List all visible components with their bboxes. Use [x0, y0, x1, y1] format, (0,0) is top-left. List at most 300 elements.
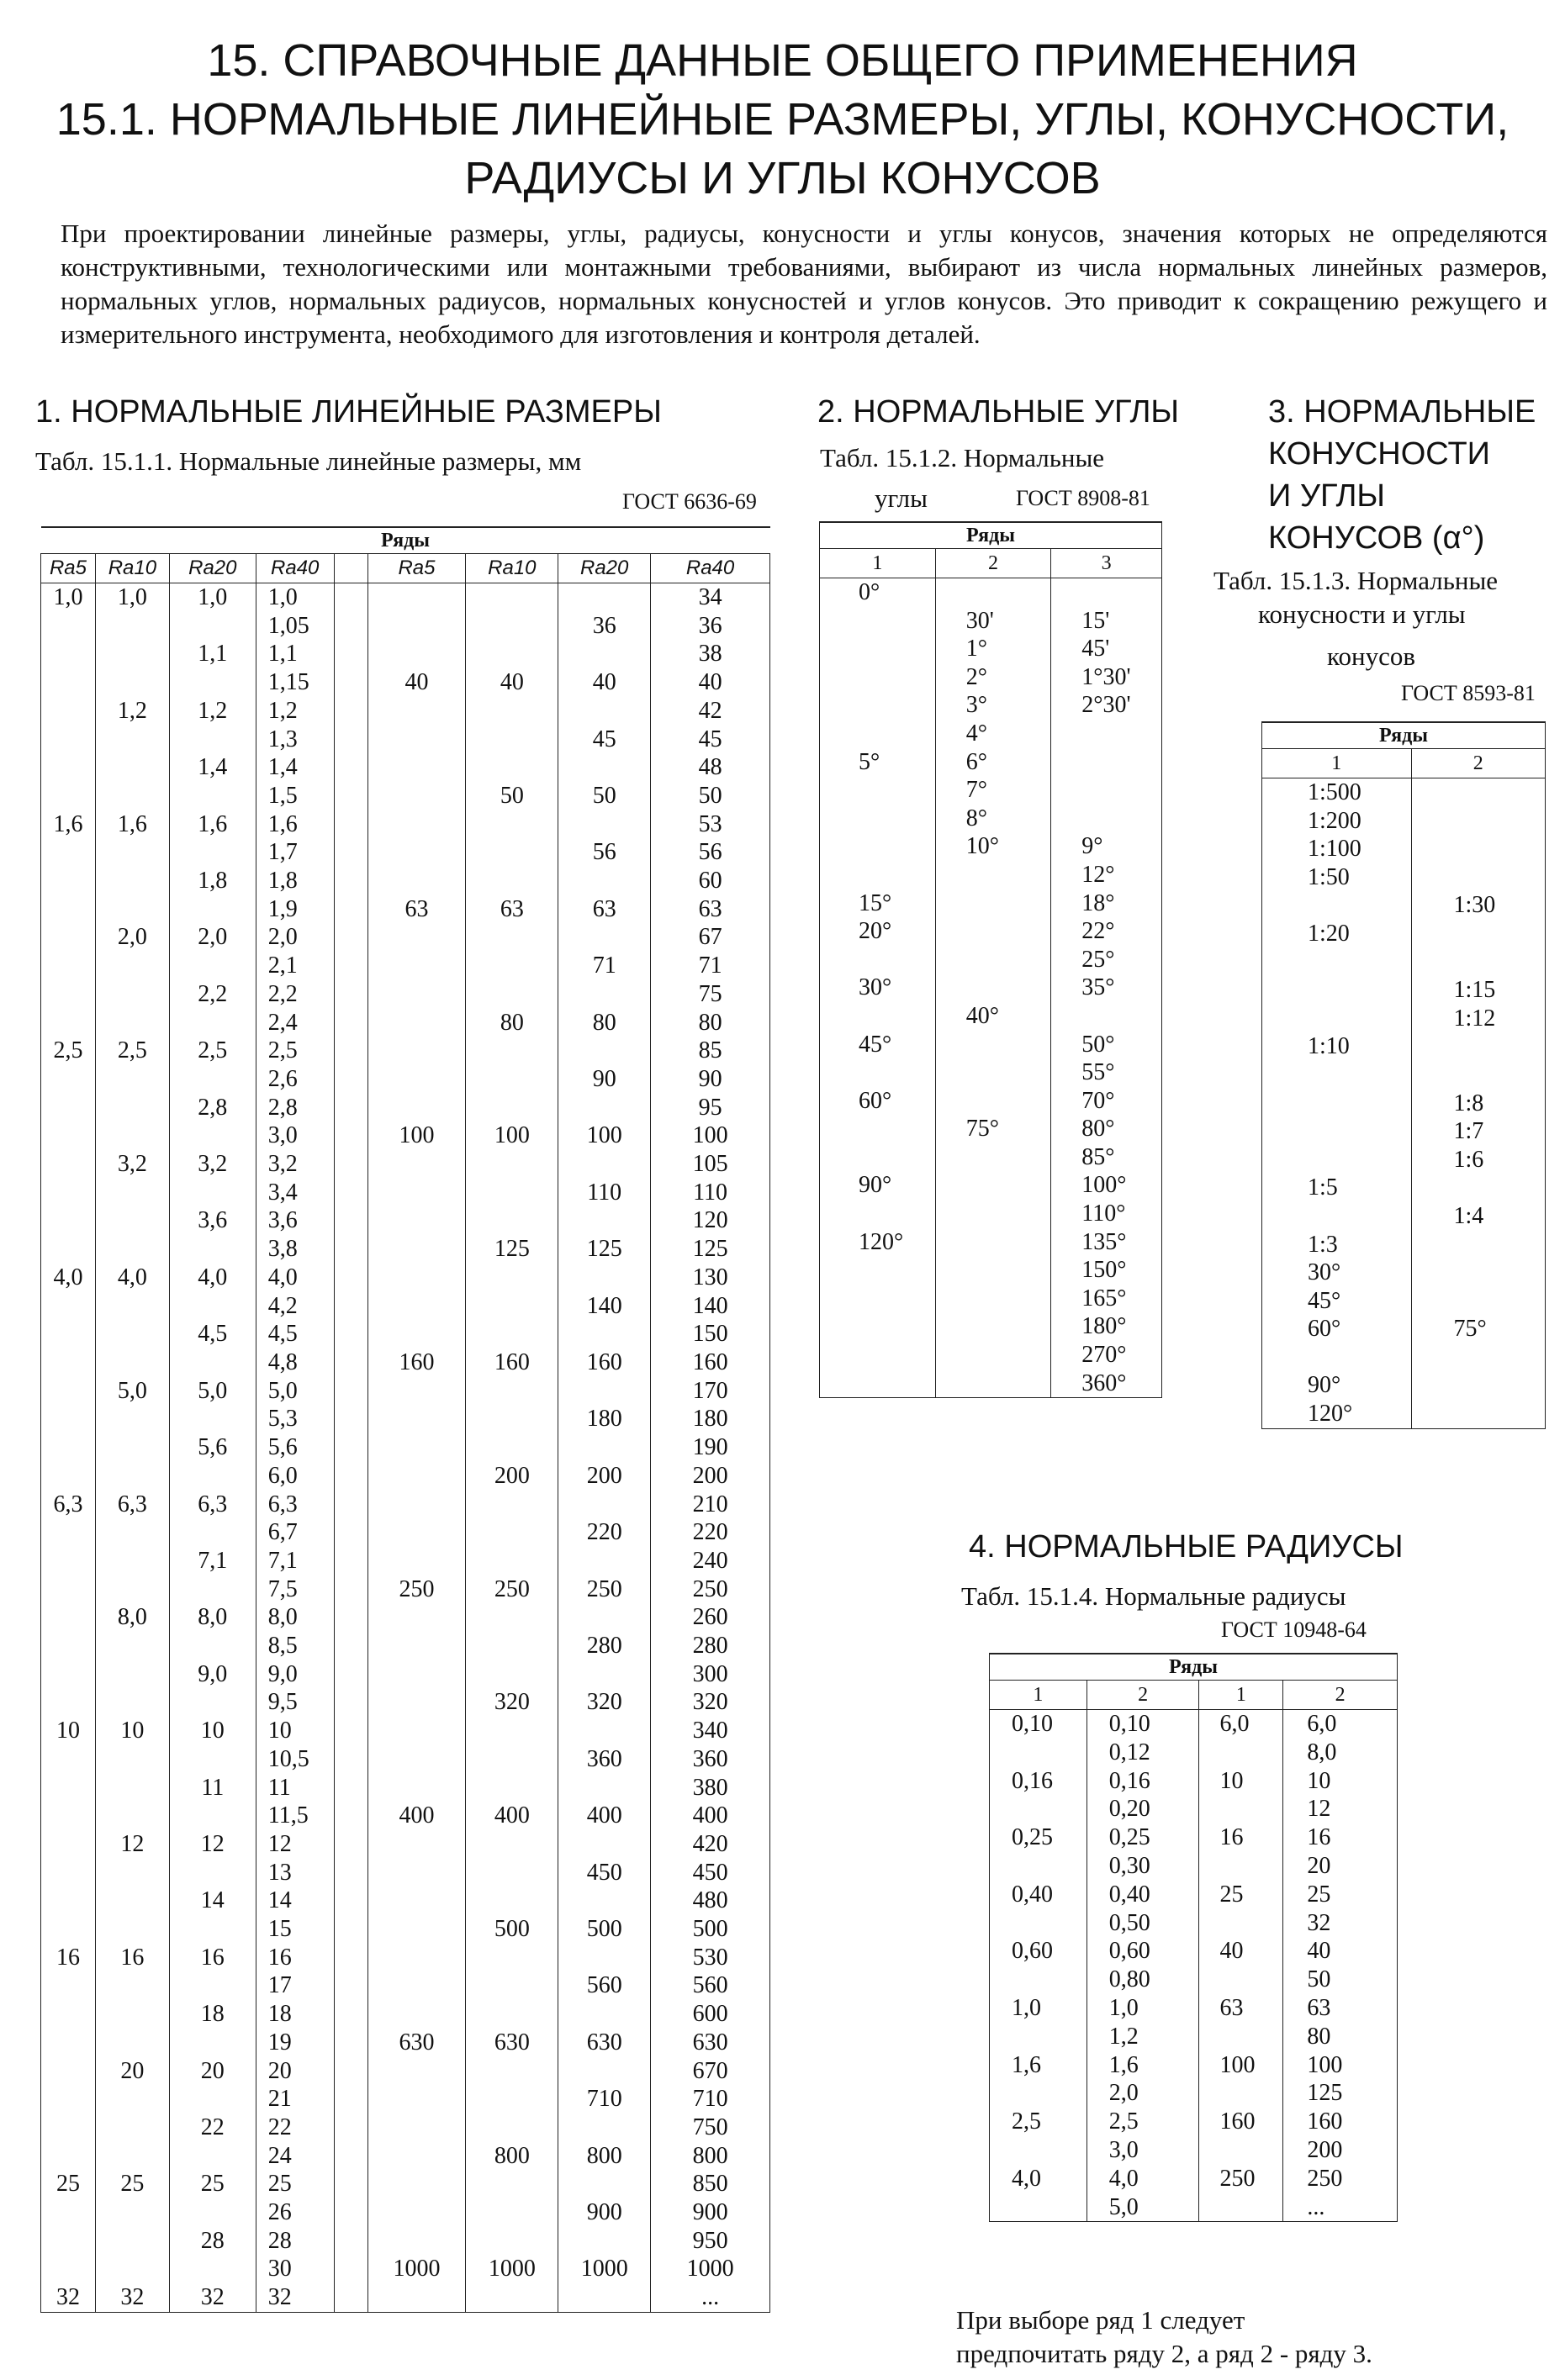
table-cell	[367, 2227, 466, 2256]
table-row	[1262, 1061, 1546, 1090]
table-row	[1262, 835, 1546, 863]
table-cell	[367, 923, 466, 952]
table-row	[820, 917, 1162, 946]
table-cell: 4,0	[41, 1264, 96, 1292]
table-cell	[558, 697, 651, 726]
table-row	[990, 1909, 1398, 1938]
table-cell: 6,0	[1283, 1710, 1398, 1739]
table-cell: 630	[367, 2029, 466, 2057]
table-cell: 5,6	[169, 1433, 256, 1462]
table-cell: 140	[651, 1292, 770, 1321]
table-cell	[95, 1745, 169, 1774]
table-row	[41, 1491, 770, 1519]
table-cell	[558, 1491, 651, 1519]
table-cell	[990, 1739, 1087, 1767]
table-cell	[367, 1235, 466, 1264]
table-cell	[169, 1859, 256, 1887]
table-cell: 400	[651, 1802, 770, 1830]
table-cell: 1:5	[1262, 1174, 1412, 1202]
table-cell: 0,30	[1087, 1852, 1199, 1881]
table-cell	[41, 2085, 96, 2114]
table-cell: 40°	[935, 1002, 1051, 1031]
table-row	[820, 776, 1162, 805]
table-cell	[367, 1150, 466, 1179]
table-cell	[1199, 2193, 1283, 2222]
table-cell: 2,5	[1087, 2108, 1199, 2136]
table-cell	[41, 2057, 96, 2086]
column-header: 3	[1051, 549, 1162, 578]
table-row	[820, 720, 1162, 748]
table-row	[41, 1518, 770, 1547]
table-cell	[95, 1859, 169, 1887]
gap-cell	[334, 2000, 367, 2029]
table-cell: 630	[466, 2029, 558, 2057]
table-cell	[95, 2000, 169, 2029]
gap-cell	[334, 1859, 367, 1887]
table-cell	[169, 2085, 256, 2114]
table-cell: 4,5	[169, 1320, 256, 1348]
table-cell: 53	[651, 810, 770, 839]
table-cell: 1,2	[95, 697, 169, 726]
table-cell	[1262, 948, 1412, 977]
table-cell	[935, 889, 1051, 918]
table-cell	[41, 1774, 96, 1802]
table-cell	[169, 2198, 256, 2227]
table-cell: 0,16	[1087, 1767, 1199, 1796]
gap-cell	[334, 810, 367, 839]
table-cell	[820, 1058, 936, 1087]
radii-table	[989, 1653, 1398, 2222]
table-cell	[41, 1603, 96, 1632]
sec4-gost: ГОСТ 10948-64	[1221, 1617, 1367, 1642]
table-cell: 40	[1199, 1937, 1283, 1966]
table-row	[41, 1377, 770, 1406]
table-cell: 3,2	[95, 1150, 169, 1179]
table-cell	[558, 1603, 651, 1632]
table-cell	[367, 612, 466, 641]
table-cell	[95, 1971, 169, 2000]
table-cell	[558, 1206, 651, 1235]
table-cell: 32	[256, 2283, 334, 2312]
table-cell: 1,6	[990, 2051, 1087, 2080]
column-header: 1	[990, 1681, 1087, 1710]
table-cell: 1,3	[256, 726, 334, 754]
table-cell: 110	[558, 1179, 651, 1207]
gap-cell	[334, 1094, 367, 1122]
table-row	[990, 2193, 1398, 2222]
table-cell: 15	[256, 1915, 334, 1944]
table-cell	[41, 1206, 96, 1235]
table-cell: 25	[256, 2170, 334, 2198]
table-row	[41, 1150, 770, 1179]
table-cell: 4°	[935, 720, 1051, 748]
table-cell: 160	[367, 1348, 466, 1377]
table-cell	[558, 640, 651, 668]
table-cell: 10	[41, 1717, 96, 1745]
table-cell: 220	[558, 1518, 651, 1547]
table-cell: 11,5	[256, 1802, 334, 1830]
table-cell: 280	[558, 1632, 651, 1660]
gap-cell	[334, 1433, 367, 1462]
sec1-caption: Табл. 15.1.1. Нормальные линейные размеры, мм	[35, 446, 582, 476]
table-row	[1262, 948, 1546, 977]
table-cell: 1,0	[990, 1994, 1087, 2023]
table-cell: 80°	[1051, 1115, 1162, 1143]
table-cell: 0,80	[1087, 1966, 1199, 1994]
gap-cell	[334, 980, 367, 1009]
table-cell: 16	[95, 1944, 169, 1972]
table-cell: 1:3	[1262, 1231, 1412, 1259]
table-cell	[95, 980, 169, 1009]
table-cell	[41, 2142, 96, 2171]
table-cell: 250	[1283, 2165, 1398, 2193]
table-cell	[95, 1065, 169, 1094]
table-cell	[367, 1745, 466, 1774]
table-cell	[1411, 1371, 1546, 1400]
table-cell: 180°	[1051, 1312, 1162, 1341]
table-cell	[367, 1547, 466, 1575]
table-cell	[169, 1292, 256, 1321]
table-cell	[95, 2114, 169, 2142]
table-cell: 0,25	[990, 1823, 1087, 1852]
table-row	[820, 607, 1162, 636]
table-cell	[466, 867, 558, 895]
table-cell	[367, 1094, 466, 1122]
table-cell: 7,1	[256, 1547, 334, 1575]
table-cell: 1,6	[169, 810, 256, 839]
table-row	[41, 810, 770, 839]
table-cell	[95, 1433, 169, 1462]
table-row	[820, 1200, 1162, 1228]
gap-cell	[334, 1179, 367, 1207]
table-row	[820, 1058, 1162, 1087]
table-row	[820, 1115, 1162, 1143]
table-row	[990, 1966, 1398, 1994]
table-row	[1262, 1005, 1546, 1033]
table-cell	[41, 2000, 96, 2029]
table-cell: 800	[651, 2142, 770, 2171]
table-cell	[990, 2193, 1087, 2222]
table-cell	[367, 838, 466, 867]
column-header: 2	[935, 549, 1051, 578]
table-row	[41, 1179, 770, 1207]
table-cell	[820, 607, 936, 636]
table-row	[41, 1944, 770, 1972]
table-cell: 4,5	[256, 1320, 334, 1348]
gap-cell	[334, 1887, 367, 1915]
table-cell	[95, 1660, 169, 1689]
table-cell: 125	[466, 1235, 558, 1264]
table-cell	[95, 1121, 169, 1150]
table-cell: 8,0	[169, 1603, 256, 1632]
table-cell	[367, 2283, 466, 2312]
table-cell: 950	[651, 2227, 770, 2256]
table-cell: 6,3	[256, 1491, 334, 1519]
table-cell: 750	[651, 2114, 770, 2142]
table-cell: 20°	[820, 917, 936, 946]
table-cell	[466, 1433, 558, 1462]
table-cell: 165°	[1051, 1285, 1162, 1313]
table-cell	[990, 1852, 1087, 1881]
table-cell	[367, 1206, 466, 1235]
table-cell	[1411, 863, 1546, 892]
gap-cell	[334, 952, 367, 980]
table-cell: 5,3	[256, 1405, 334, 1433]
table-cell	[820, 832, 936, 861]
table-cell	[466, 640, 558, 668]
table-cell: 28	[169, 2227, 256, 2256]
table-row	[990, 2136, 1398, 2165]
table-row	[41, 640, 770, 668]
table-cell	[95, 867, 169, 895]
table-cell: 160	[651, 1348, 770, 1377]
table-cell: 1,9	[256, 895, 334, 924]
table-cell	[41, 1971, 96, 2000]
table-cell: 60°	[820, 1087, 936, 1116]
table-cell	[367, 1887, 466, 1915]
table-cell	[1411, 1231, 1546, 1259]
table-row	[820, 1285, 1162, 1313]
gap-cell	[334, 1264, 367, 1292]
table-cell	[558, 583, 651, 612]
table-cell	[41, 838, 96, 867]
gap-cell	[334, 1575, 367, 1604]
table-cell: 7,1	[169, 1547, 256, 1575]
gap-cell	[334, 2198, 367, 2227]
table-cell	[1051, 776, 1162, 805]
table-cell: 1,4	[256, 753, 334, 782]
table-cell: 28	[256, 2227, 334, 2256]
table-cell: 380	[651, 1774, 770, 1802]
table-cell: 1,0	[1087, 1994, 1199, 2023]
table-cell	[367, 583, 466, 612]
table-cell	[41, 1150, 96, 1179]
table-cell	[466, 2085, 558, 2114]
table-cell: 75°	[935, 1115, 1051, 1143]
table-row	[41, 1745, 770, 1774]
table-row	[41, 1206, 770, 1235]
table-cell: 800	[558, 2142, 651, 2171]
table-cell	[95, 2198, 169, 2227]
table-cell	[935, 917, 1051, 946]
gap-cell	[334, 1944, 367, 1972]
table-cell	[95, 2142, 169, 2171]
table-cell: 125	[1283, 2079, 1398, 2108]
table-cell	[820, 1200, 936, 1228]
table-cell: 40	[558, 668, 651, 697]
table-cell: 8,0	[256, 1603, 334, 1632]
table-row	[41, 1094, 770, 1122]
table-cell	[990, 2023, 1087, 2051]
table-cell	[41, 1094, 96, 1122]
table-row	[820, 1369, 1162, 1398]
column-header: Ra40	[651, 554, 770, 583]
table-cell	[41, 1065, 96, 1094]
table-cell: 260	[651, 1603, 770, 1632]
table-cell: 22	[169, 2114, 256, 2142]
table-cell: 12	[256, 1830, 334, 1859]
table-cell	[558, 753, 651, 782]
table-cell: 25	[169, 2170, 256, 2198]
table-cell	[41, 1688, 96, 1717]
table-cell	[367, 1179, 466, 1207]
table-cell: 40	[1283, 1937, 1398, 1966]
table-cell	[367, 1065, 466, 1094]
table-cell: 36	[558, 612, 651, 641]
table-cell: 710	[558, 2085, 651, 2114]
table-cell: 15°	[820, 889, 936, 918]
table-cell	[367, 1859, 466, 1887]
table-row	[41, 1830, 770, 1859]
table-cell: 1:20	[1262, 920, 1412, 948]
table-row	[41, 1603, 770, 1632]
table-cell	[41, 1887, 96, 1915]
table-row	[41, 2255, 770, 2283]
table-cell	[1411, 835, 1546, 863]
table-cell	[466, 1717, 558, 1745]
table-cell	[466, 2114, 558, 2142]
table-cell: 16	[1283, 1823, 1398, 1852]
table-cell	[466, 1320, 558, 1348]
table-row	[41, 1121, 770, 1150]
table-cell	[558, 1037, 651, 1065]
table-cell	[41, 1235, 96, 1264]
gap-cell	[334, 1206, 367, 1235]
table-cell: 3,2	[169, 1150, 256, 1179]
table-cell	[935, 1369, 1051, 1398]
gap-cell	[334, 726, 367, 754]
table-row	[41, 1264, 770, 1292]
table-cell: 2,5	[990, 2108, 1087, 2136]
table-cell: 16	[256, 1944, 334, 1972]
table-cell: 95	[651, 1094, 770, 1122]
table-cell: 12°	[1051, 861, 1162, 889]
table-row	[990, 1710, 1398, 1739]
table-cell	[466, 1971, 558, 2000]
gap-cell	[334, 2255, 367, 2283]
sec3-heading-2: КОНУСНОСТИ	[1268, 436, 1490, 472]
table-row	[41, 1235, 770, 1264]
table-row	[41, 1037, 770, 1065]
table-cell: 21	[256, 2085, 334, 2114]
table-cell	[558, 1547, 651, 1575]
table-cell: 80	[651, 1009, 770, 1037]
table-cell: 20	[256, 2057, 334, 2086]
table-cell: 160	[466, 1348, 558, 1377]
table-cell: 90	[558, 1065, 651, 1094]
table-row	[41, 2085, 770, 2114]
table-cell	[466, 1206, 558, 1235]
table-cell: 2°30'	[1051, 691, 1162, 720]
table-cell	[95, 1206, 169, 1235]
sec2-gost: ГОСТ 8908-81	[1016, 486, 1150, 510]
table-cell	[169, 1009, 256, 1037]
table-cell	[558, 2283, 651, 2312]
table-cell	[95, 1235, 169, 1264]
table-cell	[169, 838, 256, 867]
table-cell: 2,2	[256, 980, 334, 1009]
table-cell: 45	[651, 726, 770, 754]
table-cell	[820, 691, 936, 720]
table-row	[990, 1739, 1398, 1767]
table-cell	[935, 1143, 1051, 1172]
table-cell: 160	[1283, 2108, 1398, 2136]
table-cell	[935, 1312, 1051, 1341]
table-cell	[558, 867, 651, 895]
table-cell: 2,4	[256, 1009, 334, 1037]
table-cell: 32	[95, 2283, 169, 2312]
table-cell: 2,5	[95, 1037, 169, 1065]
table-row	[41, 1547, 770, 1575]
table-cell	[41, 668, 96, 697]
table-cell	[367, 1491, 466, 1519]
table-cell	[558, 1094, 651, 1122]
table-cell: 2,6	[256, 1065, 334, 1094]
table-cell: 70°	[1051, 1087, 1162, 1116]
table-cell: 1:8	[1411, 1090, 1546, 1118]
table-cell	[466, 1603, 558, 1632]
sec1-gost: ГОСТ 6636-69	[622, 489, 757, 514]
table-cell	[466, 810, 558, 839]
table-cell	[169, 1179, 256, 1207]
gap-cell	[334, 1377, 367, 1406]
table-cell: 20	[95, 2057, 169, 2086]
table-cell: 2,8	[169, 1094, 256, 1122]
table-row	[41, 726, 770, 754]
table-cell: 1:15	[1411, 976, 1546, 1005]
table-row	[990, 2023, 1398, 2051]
table-cell: 1,05	[256, 612, 334, 641]
table-cell	[558, 1264, 651, 1292]
table-cell	[466, 1774, 558, 1802]
table-cell: 9,0	[256, 1660, 334, 1689]
table-cell: 1,2	[169, 697, 256, 726]
table-cell: 120°	[820, 1228, 936, 1257]
table-cell: 1,0	[95, 583, 169, 612]
table-row	[990, 1852, 1398, 1881]
table-cell	[41, 782, 96, 810]
table-cell	[41, 1830, 96, 1859]
table-cell	[935, 1285, 1051, 1313]
table-cell: 75	[651, 980, 770, 1009]
table-cell	[820, 1002, 936, 1031]
table-cell	[95, 668, 169, 697]
table-row	[990, 2079, 1398, 2108]
table-cell	[1262, 1117, 1412, 1146]
table-cell: 5,0	[169, 1377, 256, 1406]
table-cell: 500	[558, 1915, 651, 1944]
table-row	[1262, 778, 1546, 807]
table-row	[1262, 1202, 1546, 1231]
table-cell	[466, 1632, 558, 1660]
gap-cell	[334, 640, 367, 668]
table-cell	[169, 2142, 256, 2171]
table-row	[41, 2198, 770, 2227]
table-cell	[95, 1179, 169, 1207]
table-cell	[367, 1632, 466, 1660]
table-cell: 16	[1199, 1823, 1283, 1852]
table-cell: 0°	[820, 578, 936, 607]
table-cell: 3,0	[1087, 2136, 1199, 2165]
sec3-heading-3: И УГЛЫ	[1268, 478, 1386, 514]
table-row	[820, 1031, 1162, 1059]
table-cell	[95, 1915, 169, 1944]
table-cell: 1000	[367, 2255, 466, 2283]
table-cell: 360	[558, 1745, 651, 1774]
table-cell	[169, 2255, 256, 2283]
table-cell	[367, 1774, 466, 1802]
table-cell	[1411, 920, 1546, 948]
